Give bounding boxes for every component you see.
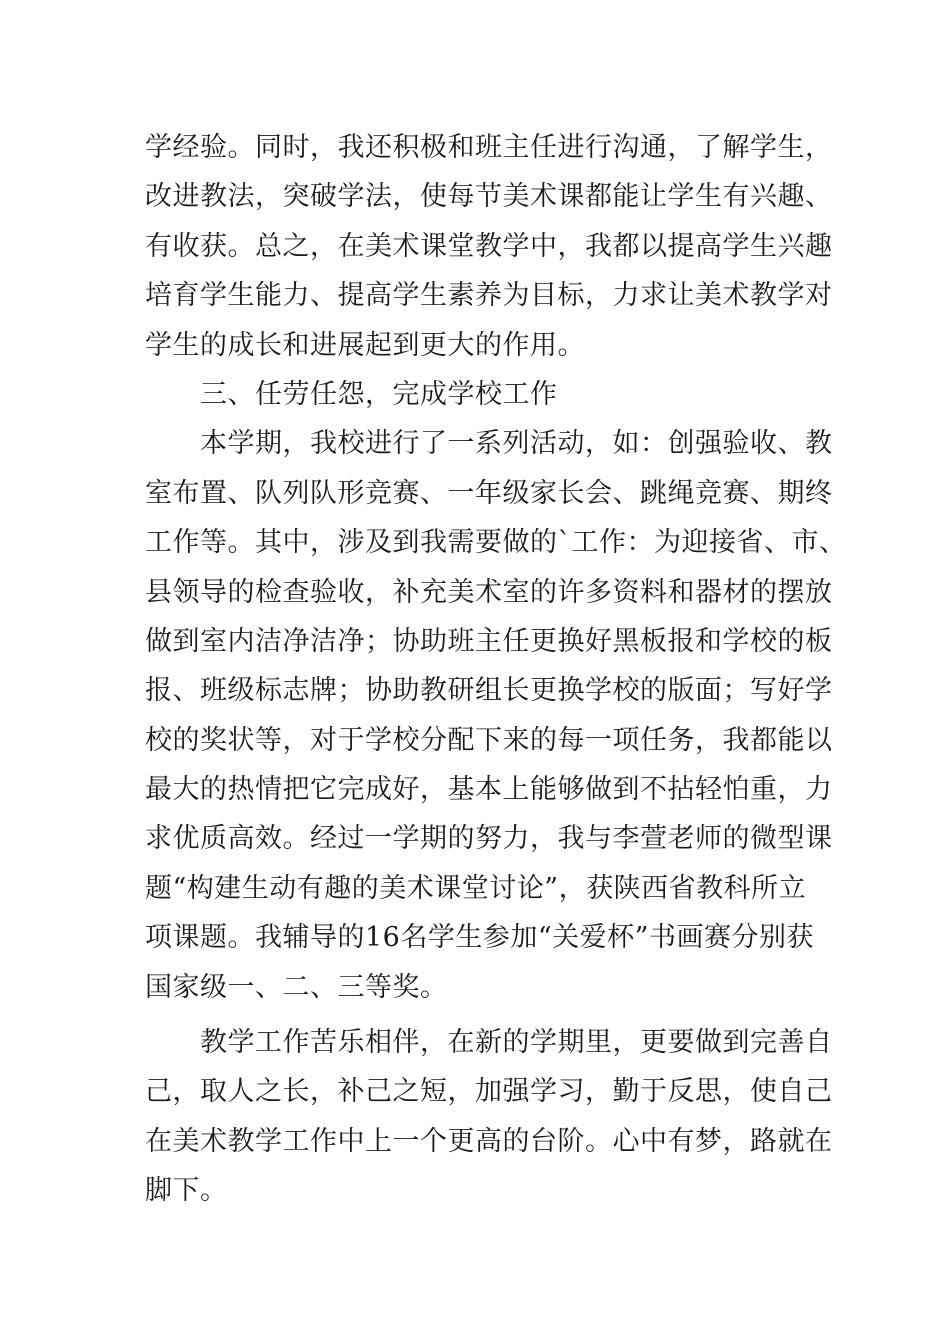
text-line: 脚下。	[145, 1175, 228, 1207]
text-line: 县领导的检查验收，补充美术室的许多资料和器材的摆放	[145, 576, 833, 608]
text-line: 己，取人之长，补己之短，加强学习，勤于反思，使自己	[145, 1076, 833, 1108]
text-line: 学经验。同时，我还积极和班主任进行沟通，了解学生，	[145, 132, 833, 163]
text-line: 最大的热情把它完成好，基本上能够做到不拈轻怕重，力	[145, 774, 833, 806]
text-line: 有收获。总之，在美术课堂教学中，我都以提高学生兴趣	[145, 230, 833, 262]
text-line: 工作等。其中，涉及到我需要做的`工作：为迎接省、市、	[145, 527, 847, 559]
text-line: 报、班级标志牌；协助教研组长更换学校的版面；写好学	[145, 675, 833, 707]
text-line: 室布置、队列队形竞赛、一年级家长会、跳绳竞赛、期终	[145, 477, 833, 509]
text-line: 做到室内洁净洁净；协助班主任更换好黑板报和学校的板	[145, 625, 833, 657]
text-line: 在美术教学工作中上一个更高的台阶。心中有梦，路就在	[145, 1125, 833, 1157]
text-line: 本学期，我校进行了一系列活动，如：创强验收、教	[145, 428, 833, 460]
text-line: 学生的成长和进展起到更大的作用。	[145, 329, 585, 361]
text-line: 求优质高效。经过一学期的努力，我与李萱老师的微型课	[145, 823, 833, 855]
text-line: 项课题。我辅导的16名学生参加“关爱杯”书画赛分别获	[145, 922, 814, 954]
text-line: 教学工作苦乐相伴，在新的学期里，更要做到完善自	[145, 1027, 833, 1059]
text-line: 改进教法，突破学法，使每节美术课都能让学生有兴趣、	[145, 181, 833, 213]
document-body	[145, 123, 847, 1216]
section-heading: 三、任劳任怨，完成学校工作	[145, 378, 558, 410]
text-line: 国家级一、二、三等奖。	[145, 971, 448, 1003]
text-line: 培育学生能力、提高学生素养为目标，力求让美术教学对	[145, 280, 833, 312]
text-line: 校的奖状等，对于学校分配下来的每一项任务，我都能以	[145, 724, 833, 756]
text-line: 题“构建生动有趣的美术课堂讨论”，获陕西省教科所立	[145, 872, 807, 904]
